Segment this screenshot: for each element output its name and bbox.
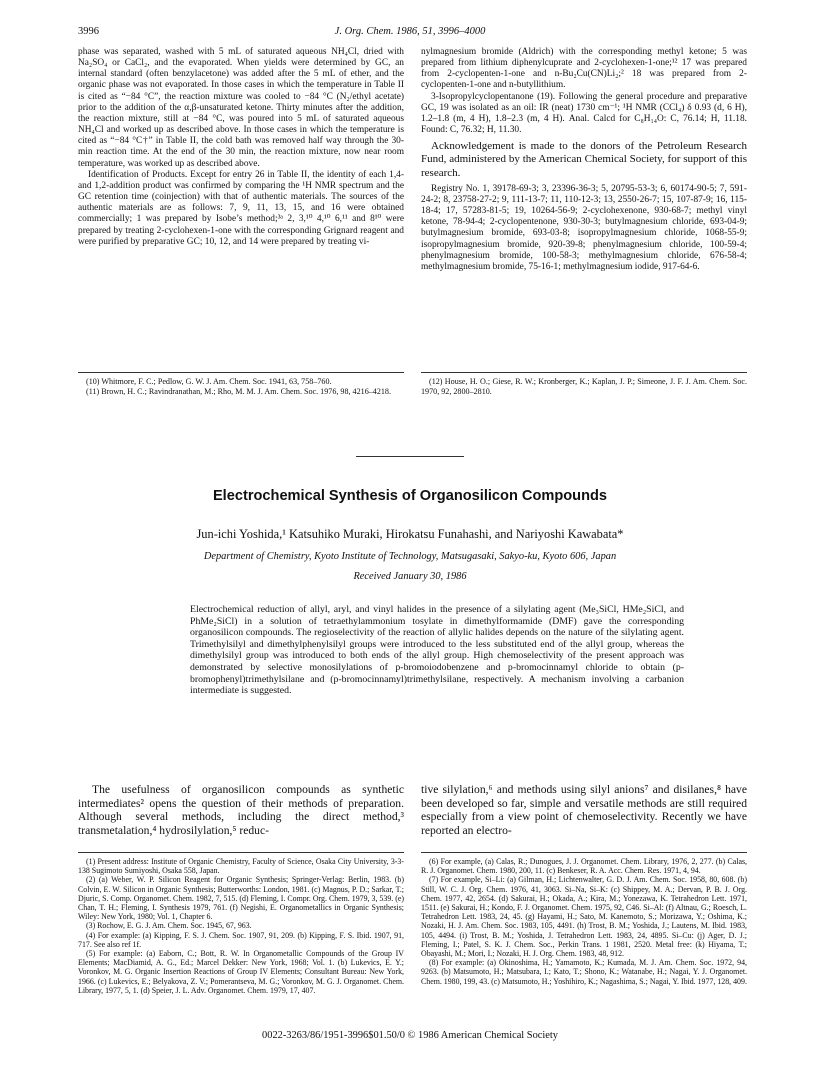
footnote-rule <box>421 852 747 853</box>
paragraph: nylmagnesium bromide (Aldrich) with the corresponding methyl ketone; 5 was prepared from lithium diphenylcuprate and 2-cyclohexen-1-one;¹² 17 was prepared from 2-cyclopenten-1-one and n-Bu₂Cu(CN)Li₂;² 18 was prepared from 2-cyclopenten-1-one and n-butyllithium. <box>421 47 747 91</box>
footnote-rule <box>421 372 747 373</box>
footnote-rule <box>78 852 404 853</box>
paragraph: Identification of Products. Except for entry 26 in Table II, the identity of each 1,4- and 1,2-addition product was confirmed by comparing the ¹H NMR spectrum and the GC retention time (coinjection) with that of authentic materials. The sources of the authentic materials are as follows: 7, 9, 11, 13, 15, and 16 were obtained commercially; 1 was prepared by Isobe’s method;³ᵃ 2, 3,¹⁰ 4,¹⁰ 6,¹¹ and 8¹⁰ were prepared by treating 2-cyclohexen-1-one with the corresponding Grignard reagent and were purified by preparative GC; 10, 12, and 14 were prepared by treating vi- <box>78 169 404 247</box>
paragraph: The usefulness of organosilicon compounds as synthetic intermediates² opens the question of their methods of preparation. Although several methods, including the direct method,³ transmetalation,⁴ hydrosilylation,⁵ reduc- <box>78 783 404 837</box>
paragraph: tive silylation,⁶ and methods using silyl anions⁷ and disilanes,⁸ have been developed so far, simple and versatile methods are still required especially from a view point of chemoselectivity. Recently we have reported an electro- <box>421 783 747 837</box>
author-list: Jun-ichi Yoshida,¹ Katsuhiko Muraki, Hirokatsu Funahashi, and Nariyoshi Kawabata* <box>196 527 624 541</box>
running-header: J. Org. Chem. 1986, 51, 3996–4000 <box>334 26 486 37</box>
page-footer: 0022-3263/86/1951-3996$01.50/0 © 1986 American Chemical Society <box>262 1030 558 1041</box>
paragraph: 3-Isopropylcyclopentanone (19). Following the general procedure and preparative GC, 19 was isolated as an oil: IR (neat) 1730 cm⁻¹; ¹H NMR (CCl₄) δ 0.93 (d, 6 H), 1.2–1.8 (m, 4 H), 1.8–2.3 (m, 4 H). Anal. Calcd for C₈H₁₄O: C, 76.14; H, 11.18. Found: C, 76.32; H, 11.30. <box>421 91 747 136</box>
footnote: (8) For example: (a) Okinoshima, H.; Yamamoto, K.; Kumada, M. J. Am. Chem. Soc. 1972, 94, 9263. (b) Matsumoto, H.; Matsubara, I.; Kato, T.; Shono, K.; Watanabe, H.; Nagai, Y. J. Organomet. Chem. 1980, 199, 43. (c) Matsumoto, H.; Yoshihiro, K.; Nagashima, S.; Nagai, Y. Ibid. 1977, 128, 409. <box>421 958 747 986</box>
footnote: (4) For example: (a) Kipping, F. S. J. Chem. Soc. 1907, 91, 209. (b) Kipping, F. S. Ibid. 1907, 91, 717. See also ref 1f. <box>78 930 404 949</box>
top-left-column <box>78 47 404 248</box>
footnote: (5) For example: (a) Eaborn, C.; Bott, R. W. In Organometallic Compounds of the Group IV Elements; MacDiamid, A. G., Ed.; Marcel Dekker: New York, 1968; Vol. 1. (b) Lukevics, E. Y.; Voronkov, M. G. Organic Insertion Reactions of Group IV Elements; Consultant Bureau: New York, 1966. (c) Lukevics, E.; Belyakova, Z. V.; Pomerantseva, M. G.; Voronkov, M. G. J. Organomet. Chem. Library, 1977, 5, 1. (d) Speier, J. L. Adv. Organomet. Chem. 1979, 17, 407. <box>78 949 404 995</box>
footnote: (6) For example, (a) Calas, R.; Dunogues, J. J. Organomet. Chem. Library, 1976, 2, 277. (b) Calas, R. J. Organomet. Chem. 1980, 200, 11. (c) Benkeser, R. A. Acc. Chem. Res. 1971, 4, 94. <box>421 857 747 876</box>
footnote: (10) Whitmore, F. C.; Pedlow, G. W. J. Am. Chem. Soc. 1941, 63, 758–760. <box>86 377 332 386</box>
bottom-right-footnotes <box>421 857 747 986</box>
footnote: (12) House, H. O.; Giese, R. W.; Kronberger, K.; Kaplan, J. P.; Simeone, J. F. J. Am. Chem. Soc. 1970, 92, 2800–2810. <box>421 377 747 396</box>
top-right-column <box>421 47 747 273</box>
received-date: Received January 30, 1986 <box>353 571 467 582</box>
article-separator <box>356 456 464 457</box>
footnote: (3) Rochow, E. G. J. Am. Chem. Soc. 1945, 67, 963. <box>86 921 252 931</box>
page-number: 3996 <box>78 26 99 37</box>
body-right <box>421 783 747 837</box>
registry-numbers: Registry No. 1, 39178-69-3; 3, 23396-36-3; 5, 20795-53-3; 6, 60174-90-5; 7, 591-24-2; 8, 23758-27-2; 9, 111-13-7; 11, 110-12-3; 13, 2550-26-7; 15, 107-87-9; 16, 115-18-4; 17, 57283-81-5; 19, 10264-56-9; 2-cyclohexenone, 930-68-7; methyl vinyl ketone, 78-94-4; 2-cyclopentenone, 930-30-3; butylmagnesium chloride, 693-04-9; butylmagnesium bromide, 693-03-8; isopropylmagnesium chloride, 1068-55-9; isopropylmagnesium bromide, 920-39-8; phenylmagnesium chloride, 100-59-4; phenylmagnesium bromide, 100-58-3; methylmagnesium chloride, 676-58-4; methylmagnesium bromide, 75-16-1; methylmagnesium iodide, 917-64-6. <box>421 183 747 272</box>
abstract: Electrochemical reduction of allyl, aryl, and vinyl halides in the presence of a silylating agent (Me₃SiCl, HMe₂SiCl, and PhMe₂SiCl) in a solution of tetraethylammonium tosylate in dimethylformamide (DMF) gave the corresponding organosilicon compounds. The regioselectivity of the reaction of allylic halides depends on the nature of the silylating agent. Trimethylsilyl and dimethylphenylsilyl groups were introduced to the less substituted end of the allyl group, whereas the dimethylsilyl group was introduced to both ends of the allyl group. High chemoselectivity of the present approach was demonstrated by selective monosilylations of p-bromoiodobenzene and p-bromocinnamyl chloride to obtain (p-bromophenyl)trimethylsilane and (p-bromocinnamyl)trimethylsilane, respectively. A mechanism involving a carbanion intermediate is suggested. <box>190 604 684 697</box>
bottom-left-footnotes <box>78 857 404 995</box>
footnote: (2) (a) Weber, W. P. Silicon Reagent for Organic Synthesis; Springer-Verlag: Berlin, 1983. (b) Colvin, E. W. Silicon in Organic Synthesis; Butterworths: London, 1981. (c) Magnus, P. D.; Sarkar, T.; Djuric, S. Comp. Organomet. Chem. 1982, 7, 515. (d) Fleming, I. Compr. Org. Chem. 1979, 3, 539. (e) Chan, T. H.; Fleming, I. Synthesis 1979, 761. (f) Negishi, E. Organometallics in Organic Synthesis; Wiley: New York, 1980; Vol. 1, Chapter 6. <box>78 875 404 922</box>
footnote: (11) Brown, H. C.; Ravindranathan, M.; Rho, M. M. J. Am. Chem. Soc. 1976, 98, 4216–4218. <box>86 386 392 396</box>
top-right-footnotes <box>421 377 747 396</box>
article-title: Electrochemical Synthesis of Organosilicon Compounds <box>212 488 608 504</box>
footnote: (7) For example, Si–Li: (a) Gilman, H.; Lichtenwalter, G. D. J. Am. Chem. Soc. 1958, 80, 608. (b) Still, W. C. J. Org. Chem. 1976, 41, 3063. Si–Na, Si–K: (c) Shippey, M. A.; Dervan, P. B. J. Org. Chem. 1977, 42, 2654. (d) Sakurai, H.; Okada, A.; Kira, M.; Yonezawa, K. Tetrahedron Lett. 1971, 1511. (e) Sakurai, H.; Kondo, F. J. Organomet. Chem. 1975, 92, C46. Si–Al: (f) Altnau, G.; Roesch, L. Tetrahedron Lett. 1983, 24, 45. (g) Hayami, H.; Sato, M. Kanemoto, S.; Morizawa, Y.; Oshima, K.; Nozaki, H. J. Am. Chem. Soc. 1983, 105, 4491. (h) Trost, B. M.; Yoshida, J.; Lautens, M. Ibid. 1983, 105, 4494. (i) Trost, B. M.; Yoshida, J. Tetrahedron Lett. 1983, 24, 4895. Si–Cu: (j) Ager, D. J.; Fleming, I.; Patel, S. K. J. Chem. Soc., Perkin Trans. 1 1981, 2520. Metal free: (k) Hiyama, T.; Obayashi, M.; Mori, I.; Nozaki, H. J. Org. Chem. 1983, 48, 912. <box>421 875 747 959</box>
paragraph: phase was separated, washed with 5 mL of saturated aqueous NH₄Cl, dried with Na₂SO₄ or CaCl₂, and the evaporated. When yields were determined by GC, an internal standard (often benzylacetone) was added after the 5 mL of ether, and the organic phase was not evaporated. In those cases in which the temperature in Table II is cited as “−84 °C”, the reaction mixture was cooled to −84 °C (N₂/ethyl acetate) prior to the addition of the α,β-unsaturated ketone. Thirty minutes after the addition, the reaction mixture, still at −84 °C, was poured into 5 mL of saturated aqueous NH₄Cl and worked up as described above. In those cases in which the temperature is cited as “−84 °C†” in Table II, the cold bath was removed half way through the 30-min reaction time. At the end of the 30 min, the reaction mixture, now near room temperature, was worked up as described above. <box>78 47 404 169</box>
footnote-rule <box>78 372 404 373</box>
body-left <box>78 783 404 837</box>
top-left-footnotes <box>78 377 404 396</box>
acknowledgement: Acknowledgement is made to the donors of the Petroleum Research Fund, administered by the American Chemical Society, for support of this research. <box>421 140 747 179</box>
affiliation: Department of Chemistry, Kyoto Institute of Technology, Matsugasaki, Sakyo-ku, Kyoto 606, Japan <box>203 551 617 562</box>
footnote: (1) Present address: Institute of Organic Chemistry, Faculty of Science, Osaka City University, 3-3-138 Sugimoto Sumiyoshi, Osaka 558, Japan. <box>78 857 404 876</box>
